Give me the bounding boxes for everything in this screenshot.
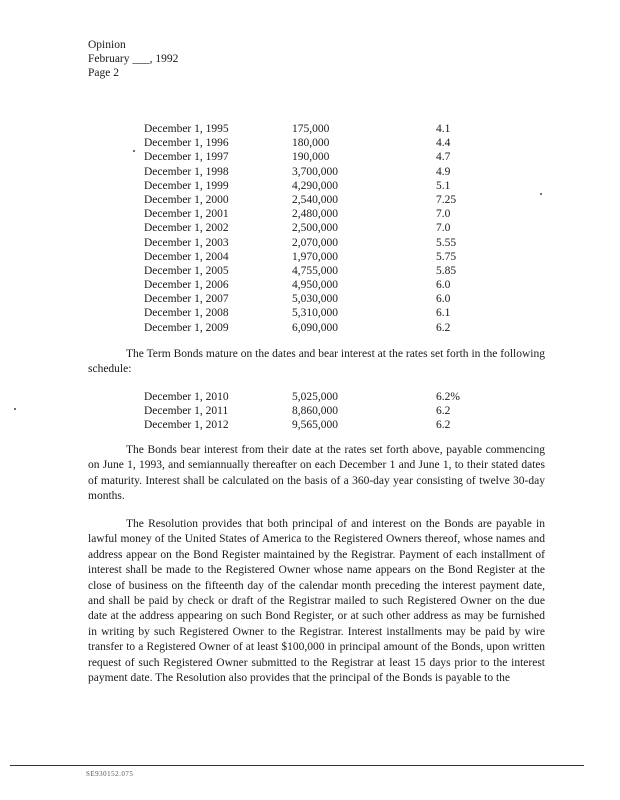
maturity-date: December 1, 2008 [144,307,229,320]
scan-speck [133,150,135,152]
principal-amount: 4,290,000 [292,179,338,192]
scan-speck [540,193,542,195]
principal-amount: 2,070,000 [292,236,338,249]
principal-amount: 2,540,000 [292,193,338,206]
interest-rate: 5.55 [436,236,457,249]
interest-rate: 4.9 [436,165,451,178]
principal-amount: 8,860,000 [292,405,338,418]
interest-rate: 4.4 [436,137,451,150]
principal-amount: 9,565,000 [292,419,338,432]
principal-amount: 190,000 [292,151,330,164]
principal-amount: 4,755,000 [292,264,338,277]
interest-rate: 6.2% [436,391,460,403]
maturity-date: December 1, 1999 [144,179,229,192]
interest-rate: 6.1 [436,307,451,320]
interest-rate: 6.0 [436,279,451,292]
maturity-date: December 1, 2010 [144,391,229,403]
maturity-date: December 1, 2009 [144,321,229,334]
footer-code: SE930152.075 [86,770,134,778]
maturity-date: December 1, 2003 [144,236,229,249]
maturity-date: December 1, 2006 [144,279,229,292]
principal-amount: 5,030,000 [292,293,338,306]
interest-rate: 4.1 [436,123,451,135]
principal-amount: 1,970,000 [292,250,338,263]
interest-rate: 6.2 [436,321,451,334]
header-page: Page 2 [88,67,119,79]
bottom-rule [10,765,584,766]
maturity-date: December 1, 2012 [144,419,229,432]
letter-header [88,38,178,80]
maturity-date: December 1, 1995 [144,123,229,135]
interest-rate: 7.0 [436,222,451,235]
maturity-date: December 1, 2001 [144,208,229,221]
interest-rate: 6.2 [436,405,451,418]
principal-amount: 2,480,000 [292,208,338,221]
principal-amount: 4,950,000 [292,279,338,292]
resolution-paragraph [88,517,545,686]
maturity-date: December 1, 2004 [144,250,229,263]
header-title: Opinion [88,39,126,51]
interest-rate: 7.0 [436,208,451,221]
interest-rate: 4.7 [436,151,451,164]
term-bonds-intro-text: The Term Bonds mature on the dates and bear interest at the rates set forth in the following schedule: [88,348,545,376]
principal-amount: 180,000 [292,137,330,150]
interest-paragraph-text: The Bonds bear interest from their date at the rates set forth above, payable commencing on June 1, 1993, and semiannually thereafter on each December 1 and June 1, to their stated dates of maturity. Interest shall be calculated on the basis of a 360-day year consisting of twelve 30-day months. [88,444,545,503]
interest-rate: 7.25 [436,193,457,206]
maturity-date: December 1, 1997 [144,151,229,164]
principal-amount: 175,000 [292,123,330,135]
interest-rate: 6.2 [436,419,451,432]
maturity-date: December 1, 1998 [144,165,229,178]
interest-rate: 6.0 [436,293,451,306]
maturity-date: December 1, 2005 [144,264,229,277]
principal-amount: 6,090,000 [292,321,338,334]
maturity-date: December 1, 2011 [144,405,229,418]
term-bonds-intro [88,347,545,378]
interest-rate: 5.1 [436,179,451,192]
interest-rate: 5.75 [436,250,457,263]
principal-amount: 5,310,000 [292,307,338,320]
maturity-date: December 1, 2000 [144,193,229,206]
interest-paragraph [88,443,545,505]
principal-amount: 3,700,000 [292,165,338,178]
maturity-date: December 1, 1996 [144,137,229,150]
principal-amount: 5,025,000 [292,391,338,403]
maturity-date: December 1, 2002 [144,222,229,235]
scan-speck [14,408,16,410]
maturity-date: December 1, 2007 [144,293,229,306]
interest-rate: 5.85 [436,264,457,277]
header-date: February ___, 1992 [88,53,179,65]
resolution-paragraph-text: The Resolution provides that both principal of and interest on the Bonds are payable in lawful money of the United States of America to the Registered Owners thereof, whose names and address appear on the Bond Register maintained by the Registrar. Payment of each installment of interest shall be made to the Registered Owner whose name appears on the Bond Register at the close of business on the fifteenth day of the calendar month preceding the interest payment date, and shall be paid by check or draft of the Registrar mailed to such Registered Owner on the due date at the address appearing on such Bond Register, or at such other address as may be furnished in writing by such Registered Owner to the Registrar. Interest installments may be paid by wire transfer to a Registered Owner of at least $100,000 in principal amount of the Bonds, upon written request of such Registered Owner submitted to the Registrar at least 15 days prior to the interest payment date. The Resolution also provides that the principal of the Bonds is payable to the [88,518,545,685]
principal-amount: 2,500,000 [292,222,338,235]
